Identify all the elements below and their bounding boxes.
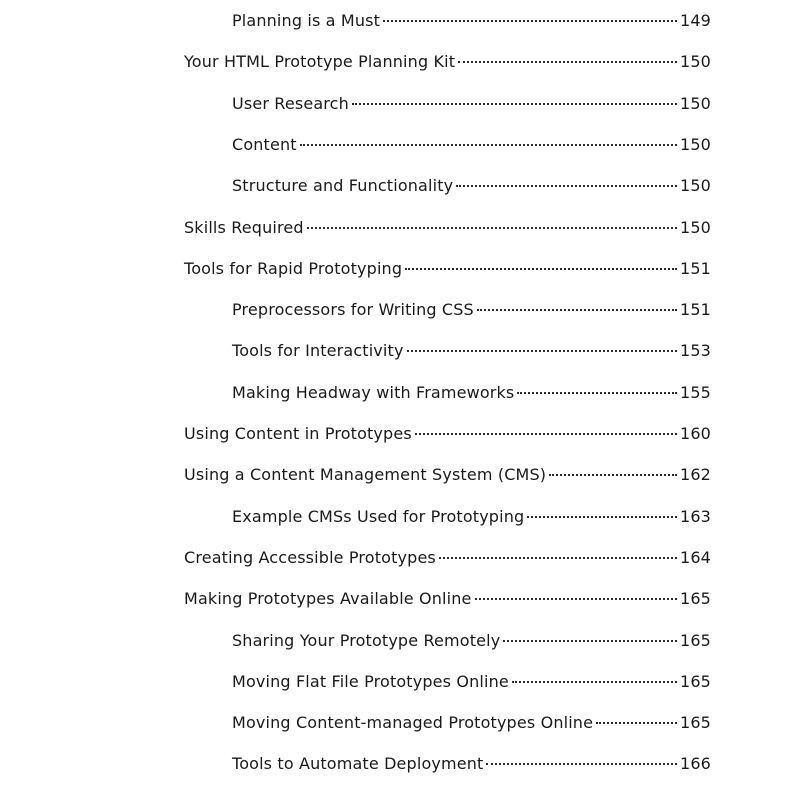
toc-entry-page-number: 164 <box>680 547 711 567</box>
toc-entry-page-number: 150 <box>680 52 711 72</box>
toc-entry-title: Example CMSs Used for Prototyping <box>232 506 525 526</box>
dot-leader <box>405 268 677 270</box>
toc-entry[interactable] <box>232 93 711 115</box>
toc-entry[interactable] <box>232 175 711 197</box>
toc-entry[interactable] <box>232 630 711 652</box>
toc-entry[interactable] <box>184 588 711 610</box>
toc-entry-page-number: 162 <box>680 465 711 485</box>
dot-leader <box>383 20 677 22</box>
dot-leader <box>456 185 677 187</box>
dot-leader <box>503 640 677 642</box>
toc-entry[interactable] <box>232 671 711 693</box>
toc-entry-page-number: 150 <box>680 217 711 237</box>
toc-entry-title: Moving Content-managed Prototypes Online <box>232 713 594 733</box>
toc-entry[interactable] <box>184 464 711 486</box>
toc-entry[interactable] <box>232 299 711 321</box>
toc-entry-title: Skills Required <box>184 217 304 237</box>
toc-entry-page-number: 155 <box>680 382 711 402</box>
toc-entry-title: Tools for Interactivity <box>232 341 404 361</box>
toc-entry[interactable] <box>232 134 711 156</box>
dot-leader <box>439 557 677 559</box>
toc-entry[interactable] <box>232 382 711 404</box>
toc-entry-title: Planning is a Must <box>232 11 381 30</box>
toc-entry-page-number: 165 <box>680 671 711 691</box>
toc-entry-page-number: 166 <box>680 754 711 774</box>
toc-entry-page-number: 151 <box>680 258 711 278</box>
toc-entry-page-number: 165 <box>680 589 711 609</box>
toc-entry[interactable] <box>232 712 711 734</box>
dot-leader <box>527 516 677 518</box>
toc-entry-page-number: 151 <box>680 300 711 320</box>
dot-leader <box>300 144 677 146</box>
dot-leader <box>352 103 677 105</box>
dot-leader <box>458 61 677 63</box>
toc-entry[interactable] <box>232 506 711 528</box>
toc-entry-page-number: 165 <box>680 713 711 733</box>
toc-entry-title: Creating Accessible Prototypes <box>184 547 436 567</box>
toc-entry-title: Using Content in Prototypes <box>184 424 412 443</box>
toc-entry-title: Your HTML Prototype Planning Kit <box>184 52 456 72</box>
toc-entry[interactable] <box>184 423 711 445</box>
toc-entry[interactable] <box>232 753 711 775</box>
toc-entry-page-number: 153 <box>680 341 711 361</box>
dot-leader <box>477 309 677 311</box>
dot-leader <box>475 598 677 600</box>
dot-leader <box>307 227 677 229</box>
toc-entry-title: Content <box>232 134 297 154</box>
dot-leader <box>486 763 677 765</box>
toc-entry-title: Making Prototypes Available Online <box>184 589 472 609</box>
toc-entry-page-number: 163 <box>680 506 711 526</box>
dot-leader <box>549 474 677 476</box>
toc-entry-page-number: 150 <box>680 176 711 196</box>
toc-entry-title: Structure and Functionality <box>232 176 454 196</box>
toc-entry-title: Making Headway with Frameworks <box>232 382 515 402</box>
toc-entry-page-number: 165 <box>680 630 711 650</box>
toc-entry-page-number: 150 <box>680 134 711 154</box>
toc-entry[interactable] <box>184 51 711 73</box>
toc-entry-page-number: 149 <box>680 11 711 30</box>
toc-entry-title: Sharing Your Prototype Remotely <box>232 630 501 650</box>
toc-entry-page-number: 160 <box>680 424 711 443</box>
toc-entry[interactable] <box>232 10 711 32</box>
dot-leader <box>517 392 677 394</box>
toc-entry[interactable] <box>232 340 711 362</box>
toc-entry-title: Using a Content Management System (CMS) <box>184 465 547 485</box>
toc-entry[interactable] <box>184 547 711 569</box>
toc-entry-page-number: 150 <box>680 93 711 113</box>
toc-entry-title: Tools for Rapid Prototyping <box>184 258 403 278</box>
dot-leader <box>407 350 677 352</box>
dot-leader <box>512 681 677 683</box>
dot-leader <box>596 722 677 724</box>
toc-entry-title: Tools to Automate Deployment <box>232 754 484 774</box>
dot-leader <box>415 433 677 435</box>
toc-entry-title: Preprocessors for Writing CSS <box>232 300 474 320</box>
toc-entry[interactable] <box>184 217 711 239</box>
toc-entry-title: User Research <box>232 93 349 113</box>
toc-entry[interactable] <box>184 258 711 280</box>
toc-entry-title: Moving Flat File Prototypes Online <box>232 671 509 691</box>
